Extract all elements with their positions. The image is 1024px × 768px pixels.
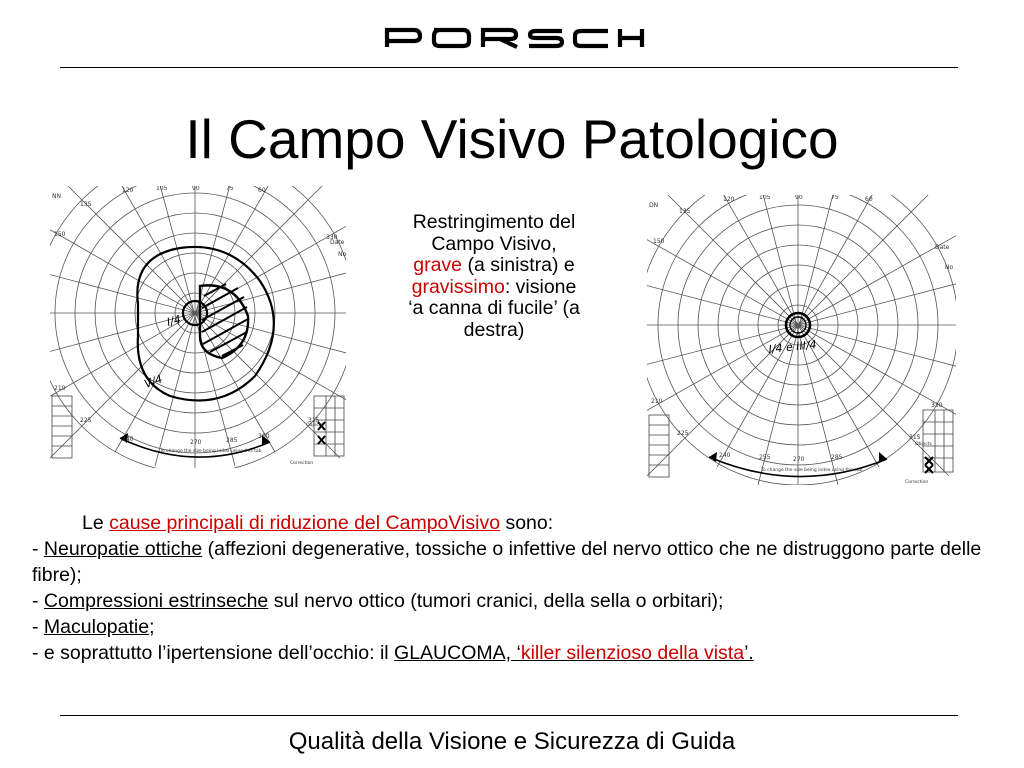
label-240: 240 [719, 452, 731, 459]
scale-75: 75 [226, 186, 234, 192]
intro-end: sono: [500, 512, 554, 534]
bottom-note: To change the size being index using this tab [761, 468, 863, 473]
label-330: 330 [931, 402, 943, 409]
glaucoma-link[interactable] [394, 642, 754, 664]
caption-grave: grave [413, 254, 463, 276]
left-visual-field-chart [50, 186, 346, 468]
right-label-no: No [338, 251, 346, 258]
intro-le: Le [82, 512, 110, 534]
cause-line-4 [32, 640, 992, 666]
line4-end: ’. [744, 642, 754, 664]
right-label-date: Date [330, 239, 345, 246]
maculopatie-link[interactable]: Maculopatie; [43, 616, 155, 638]
intro-link[interactable]: cause principali di riduzione del CampoVisivo [109, 512, 501, 534]
cause-line-2 [32, 588, 992, 614]
intro-line [32, 510, 992, 536]
scale-60: 60 [865, 196, 873, 203]
cause-line-3 [32, 614, 992, 640]
label-240: 240 [122, 436, 134, 443]
side-correction: Correction [905, 480, 929, 485]
caption-part3: : visione ‘a canna di fucile’ (a destra) [408, 275, 580, 341]
side-objects: Objects [306, 423, 324, 428]
label-210: 210 [651, 398, 663, 405]
label-210: 210 [54, 385, 66, 392]
scale-60: 60 [258, 187, 266, 194]
label-270: 270 [793, 456, 805, 463]
killer-text: killer silenzioso della vista [520, 642, 745, 664]
label-135: 135 [679, 208, 691, 215]
caption-part2: (a sinistra) e [462, 254, 575, 276]
bottom-rule [60, 715, 958, 716]
line1-rest: (affezioni degenerative, tossiche o infettive del nervo ottico che ne distruggono parte delle fibre); [32, 538, 982, 586]
scale-105: 105 [156, 186, 168, 192]
caption-gravissimo: gravissimo [411, 275, 505, 298]
label-315: 315 [909, 434, 921, 441]
dash: - [32, 590, 44, 612]
label-150: 150 [653, 238, 665, 245]
label-225: 225 [677, 430, 689, 437]
scale-75: 75 [831, 195, 839, 201]
label-135: 135 [80, 201, 92, 208]
scale-90: 90 [192, 186, 200, 192]
label-270: 270 [190, 439, 202, 446]
dash: - [32, 538, 44, 560]
line2-rest: sul nervo ottico (tumori cranici, della sella o orbitari); [268, 590, 724, 612]
label-255: 255 [759, 454, 771, 461]
label-300: 300 [258, 433, 270, 440]
label-285: 285 [831, 454, 843, 461]
body-text [32, 510, 992, 666]
line4-start: - e soprattutto l’ipertensione dell’occhio: il [32, 642, 395, 664]
right-visual-field-chart [647, 195, 956, 485]
annotation-v4: V/4 [142, 372, 165, 391]
annotation-i4: I/4 [165, 312, 183, 329]
label-285: 285 [226, 437, 238, 444]
chart-caption [406, 212, 582, 341]
caption-part1: Restringimento del Campo Visivo, [412, 211, 576, 255]
label-330: 330 [326, 234, 338, 241]
footer-text: Qualità della Visione e Sicurezza di Guida [288, 728, 736, 755]
label-315: 315 [308, 417, 320, 424]
right-label-date: Date [935, 244, 950, 251]
side-correction: Correction [290, 461, 314, 466]
scale-105: 105 [759, 195, 771, 201]
annotation-i4-e-iii4: I/4 e III/4 [767, 338, 818, 356]
dash: - [32, 616, 44, 638]
scale-90: 90 [795, 195, 803, 201]
neuropatie-link[interactable]: Neuropatie ottiche [43, 538, 203, 560]
page-title: Il Campo Visivo Patologico [185, 108, 839, 170]
label-225: 225 [80, 417, 92, 424]
glaucoma-text: GLAUCOMA, ‘ [394, 642, 521, 664]
label-150: 150 [54, 231, 66, 238]
right-label-no: No [945, 264, 954, 271]
corner-label: DN [649, 202, 659, 209]
cause-line-1 [32, 536, 992, 588]
side-objects: Objects [915, 442, 933, 447]
compressioni-link[interactable]: Compressioni estrinseche [43, 590, 269, 612]
top-rule [60, 67, 958, 68]
scale-120: 120 [723, 196, 735, 203]
bottom-note: To change the size being index using this tab [160, 449, 262, 454]
corner-label: NN [52, 193, 61, 200]
scale-120: 120 [122, 187, 134, 194]
porsche-logo [384, 27, 646, 49]
